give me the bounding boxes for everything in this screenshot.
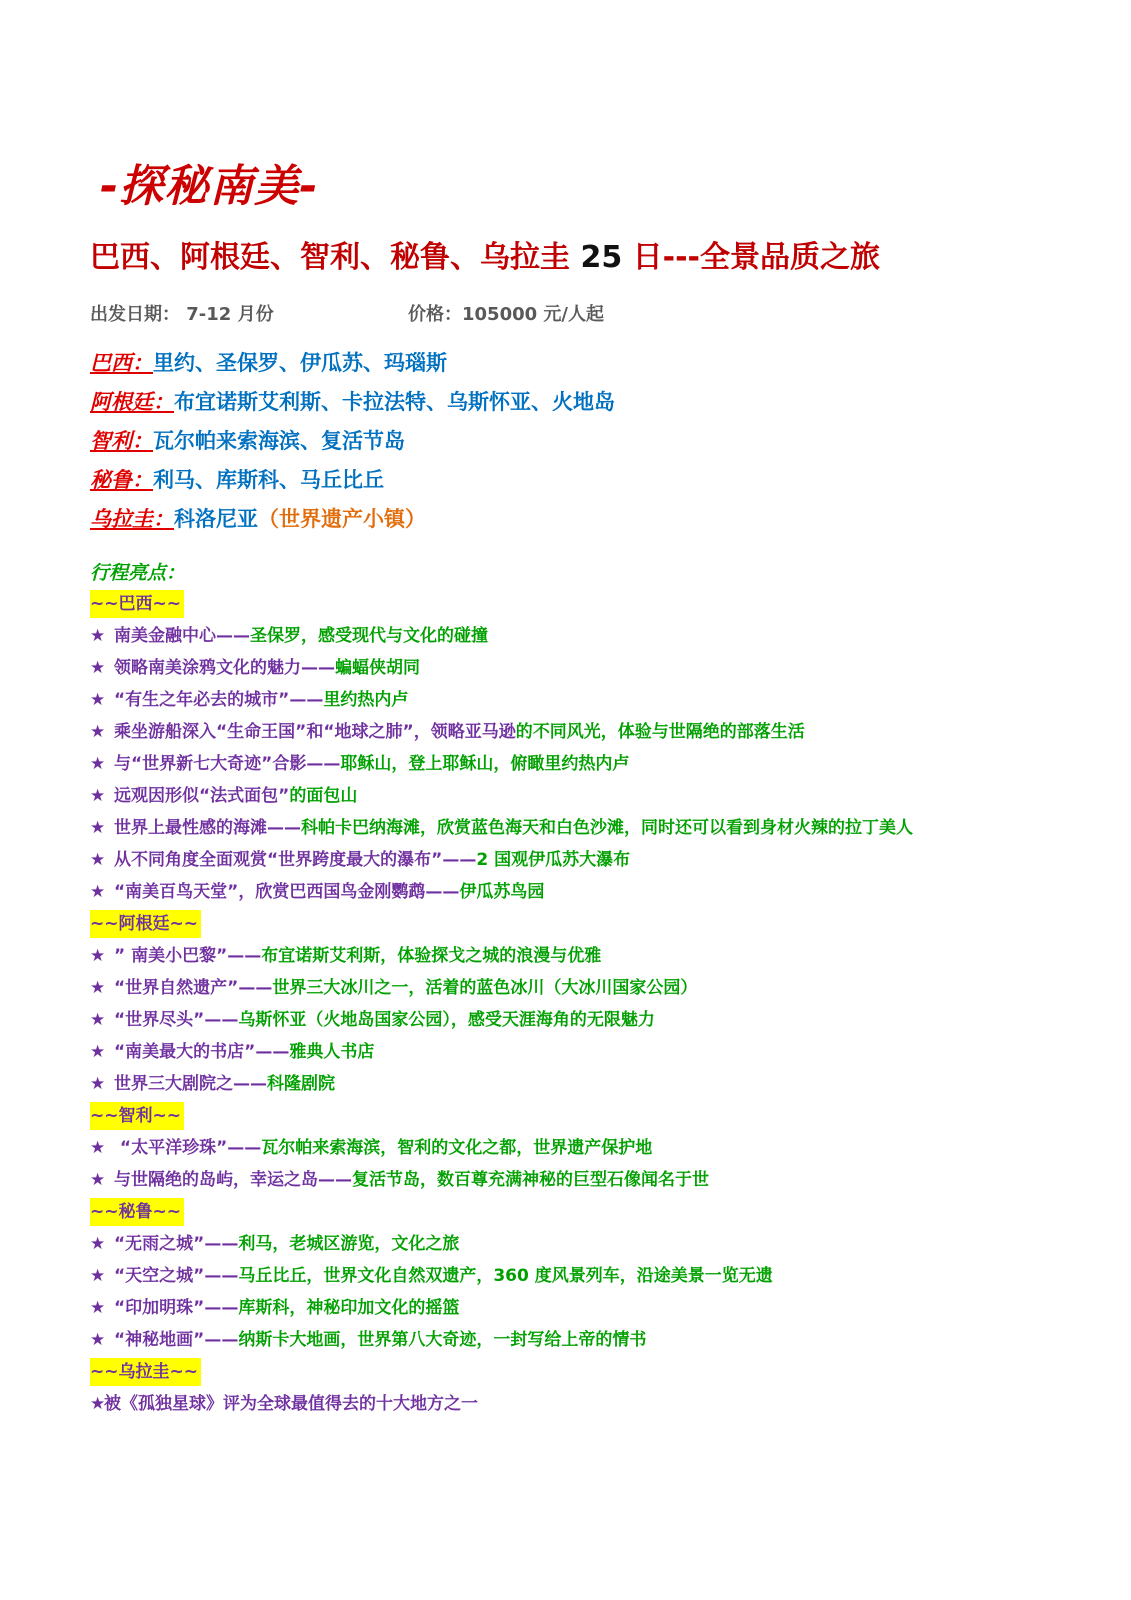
highlight-text-purple: 乘坐游船深入“生命王国”和“地球之肺”，领略亚马逊	[114, 722, 516, 742]
star-icon: ★	[90, 1330, 106, 1350]
group-header: ~~秘鲁~~	[90, 1198, 184, 1226]
highlight-text-green: 蝙蝠侠胡同	[335, 658, 420, 678]
highlight-item	[90, 750, 913, 782]
highlight-item	[90, 1294, 913, 1326]
highlight-text-purple: ” 南美小巴黎”——	[114, 946, 262, 966]
subtitle-tour-name: 日---全景品质之旅	[622, 240, 881, 275]
highlight-text-purple: “天空之城”——	[114, 1266, 239, 1286]
highlight-text-purple: “太平洋珍珠”——	[114, 1138, 262, 1158]
highlight-item	[90, 1390, 913, 1422]
country-label: 阿根廷：	[90, 390, 174, 414]
highlight-text-green: 复活节岛，数百尊充满神秘的巨型石像闻名于世	[352, 1170, 709, 1190]
highlight-text-purple: “神秘地画”——	[114, 1330, 239, 1350]
highlight-text-purple: “世界尽头”——	[114, 1010, 239, 1030]
highlight-text-purple: “南美百鸟天堂”，欣赏巴西国鸟金刚鹦鹉——	[114, 882, 460, 902]
highlights-title: 行程亮点：	[90, 562, 186, 584]
highlight-item	[90, 1038, 913, 1070]
highlight-text-green: 世界三大冰川之一，活着的蓝色冰川（大冰川国家公园）	[272, 978, 698, 998]
star-icon: ★	[90, 1042, 106, 1062]
highlight-item	[90, 846, 913, 878]
country-label: 巴西：	[90, 351, 153, 375]
highlight-text-green: 布宜诺斯艾利斯，体验探戈之城的浪漫与优雅	[261, 946, 602, 966]
group-header: ~~智利~~	[90, 1102, 184, 1130]
highlight-text-purple: 南美金融中心——	[114, 626, 250, 646]
star-icon: ★	[90, 978, 106, 998]
country-list	[90, 348, 615, 543]
highlights-section	[90, 560, 913, 1422]
highlight-text-purple: “无雨之城”——	[114, 1234, 239, 1254]
star-icon: ★	[90, 1074, 106, 1094]
highlight-text-purple: 与“世界新七大奇迹”合影——	[114, 754, 341, 774]
highlight-text-purple: 领略南美涂鸦文化的魅力——	[114, 658, 335, 678]
highlight-item	[90, 718, 913, 750]
star-icon: ★	[90, 818, 106, 838]
highlight-text-purple: 远观因形似“法式面包”	[114, 786, 290, 806]
group-header: ~~乌拉圭~~	[90, 1358, 201, 1386]
highlight-text-green: 科隆剧院	[267, 1074, 335, 1094]
price: 价格：105000 元/人起	[408, 304, 604, 325]
highlight-text-green: 科帕卡巴纳海滩，欣赏蓝色海天和白色沙滩，同时还可以看到身材火辣的拉丁美人	[301, 818, 913, 838]
star-icon: ★	[90, 690, 106, 710]
highlight-item	[90, 814, 913, 846]
highlight-text-green: 里约热内卢	[323, 690, 409, 710]
country-places: 瓦尔帕来索海滨、复活节岛	[153, 429, 405, 453]
star-icon: ★	[90, 850, 106, 870]
subtitle-countries: 巴西、阿根廷、智利、秘鲁、乌拉圭	[90, 240, 581, 275]
highlight-item	[90, 1326, 913, 1358]
highlight-text-purple: “有生之年必去的城市”——	[114, 690, 324, 710]
country-places: 布宜诺斯艾利斯、卡拉法特、乌斯怀亚、火地岛	[174, 390, 615, 414]
highlight-text-green: 伊瓜苏鸟园	[459, 882, 545, 902]
highlight-item	[90, 782, 913, 814]
country-row	[90, 465, 615, 504]
highlight-text-purple: “南美最大的书店”——	[114, 1042, 290, 1062]
highlight-text-green: 纳斯卡大地画，世界第八大奇迹，一封写给上帝的情书	[238, 1330, 647, 1350]
star-icon: ★	[90, 1170, 106, 1190]
group-header-row	[90, 590, 913, 622]
country-label: 秘鲁：	[90, 468, 153, 492]
country-label: 智利：	[90, 429, 153, 453]
highlight-text-green: 乌斯怀亚（火地岛国家公园），感受天涯海角的无限魅力	[238, 1010, 655, 1030]
star-icon: ★	[90, 1298, 106, 1318]
country-row	[90, 426, 615, 465]
highlight-text-green: 的面包山	[289, 786, 358, 806]
highlight-item	[90, 1262, 913, 1294]
highlight-text-purple: 从不同角度全面观赏“世界跨度最大的瀑布”——	[114, 850, 477, 870]
highlight-text-purple: “印加明珠”——	[114, 1298, 239, 1318]
highlight-item	[90, 1070, 913, 1102]
highlight-text-purple: 被《孤独星球》评为全球最值得去的十大地方之一	[104, 1394, 478, 1414]
highlight-text-green: 耶稣山，登上耶稣山，俯瞰里约热内卢	[340, 754, 630, 774]
group-header: ~~巴西~~	[90, 590, 184, 618]
star-icon: ★	[90, 1234, 106, 1254]
highlight-item	[90, 1166, 913, 1198]
country-row	[90, 504, 615, 543]
highlight-item	[90, 1006, 913, 1038]
star-icon: ★	[90, 1010, 106, 1030]
highlight-item	[90, 654, 913, 686]
star-icon: ★	[90, 1138, 106, 1158]
group-header: ~~阿根廷~~	[90, 910, 201, 938]
highlight-text-purple: 世界上最性感的海滩——	[114, 818, 301, 838]
highlight-text-purple: 世界三大剧院之——	[114, 1074, 267, 1094]
star-icon: ★	[90, 786, 106, 806]
trip-subtitle	[90, 232, 880, 276]
star-icon: ★	[90, 1266, 106, 1286]
highlight-item	[90, 1134, 913, 1166]
highlight-item	[90, 878, 913, 910]
highlight-item	[90, 974, 913, 1006]
trip-meta	[90, 300, 604, 326]
group-header-row	[90, 1102, 913, 1134]
star-icon: ★	[90, 754, 106, 774]
highlight-text-green: 2 国观伊瓜苏大瀑布	[476, 850, 631, 870]
page-title: -探秘南美-	[100, 161, 319, 212]
star-icon: ★	[90, 626, 106, 646]
country-label: 乌拉圭：	[90, 507, 174, 531]
highlight-text-green: 雅典人书店	[289, 1042, 375, 1062]
group-header-row	[90, 1198, 913, 1230]
star-icon: ★	[90, 658, 106, 678]
star-icon: ★	[90, 722, 106, 742]
country-row	[90, 348, 615, 387]
highlight-text-green: 马丘比丘，世界文化自然双遗产，360 度风景列车，沿途美景一览无遗	[238, 1266, 773, 1286]
highlight-text-green: 圣保罗，感受现代与文化的碰撞	[250, 626, 488, 646]
highlight-item	[90, 942, 913, 974]
country-places: 利马、库斯科、马丘比丘	[153, 468, 384, 492]
highlight-text-green: 利马，老城区游览，文化之旅	[238, 1234, 460, 1254]
highlight-item	[90, 686, 913, 718]
highlight-text-green: 库斯科，神秘印加文化的摇篮	[238, 1298, 460, 1318]
country-places: 里约、圣保罗、伊瓜苏、玛瑙斯	[153, 351, 447, 375]
highlight-item	[90, 1230, 913, 1262]
country-row	[90, 387, 615, 426]
star-icon: ★	[90, 1394, 106, 1414]
group-header-row	[90, 1358, 913, 1390]
highlight-item	[90, 622, 913, 654]
star-icon: ★	[90, 882, 106, 902]
highlight-text-green: 的不同风光，体验与世隔绝的部落生活	[515, 722, 805, 742]
subtitle-days-number: 25	[580, 240, 623, 275]
highlight-text-purple: 与世隔绝的岛屿，幸运之岛——	[114, 1170, 352, 1190]
country-places: 科洛尼亚	[174, 507, 258, 531]
highlight-text-purple: “世界自然遗产”——	[114, 978, 273, 998]
departure-date: 出发日期： 7-12 月份	[90, 304, 274, 325]
star-icon: ★	[90, 946, 106, 966]
country-note: （世界遗产小镇）	[258, 507, 426, 531]
group-header-row	[90, 910, 913, 942]
highlight-text-green: 瓦尔帕来索海滨，智利的文化之都，世界遗产保护地	[261, 1138, 653, 1158]
